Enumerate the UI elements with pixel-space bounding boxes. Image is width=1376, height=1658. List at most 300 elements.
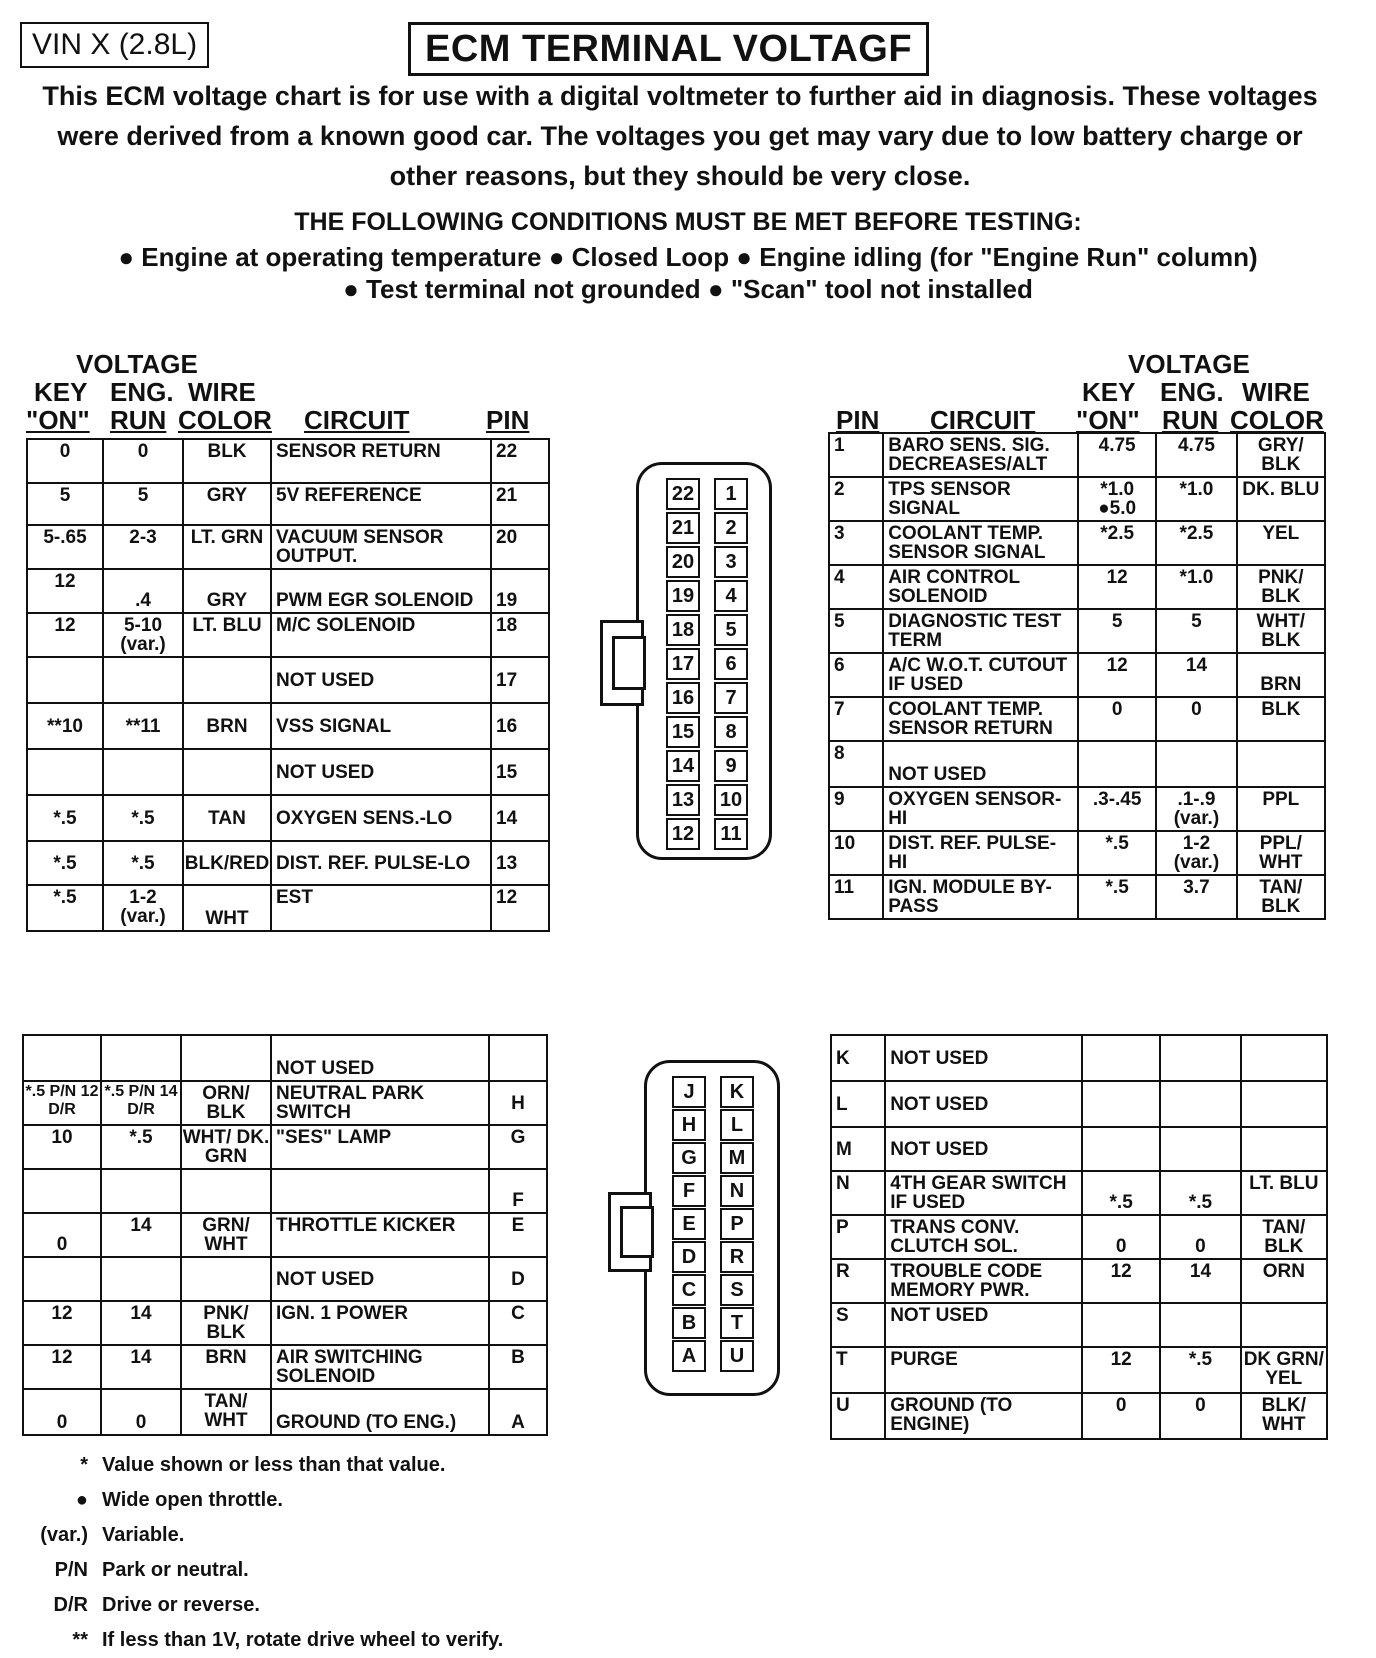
eng-run-cell: 5 (103, 483, 183, 525)
eng-run-cell: 14 (1160, 1259, 1240, 1303)
circuit-cell: A/C W.O.T. CUTOUT IF USED (883, 653, 1078, 697)
eng-run-cell: *1.0 (1156, 477, 1236, 521)
right-color-header: COLOR (1230, 405, 1324, 435)
table-row (831, 1171, 1327, 1215)
key-on-cell: *1.0 ●5.0 (1078, 477, 1156, 521)
key-on-cell: 0 (27, 439, 103, 483)
pin-cell: 10 (829, 831, 883, 875)
wire-color-cell: LT. BLU (183, 613, 271, 657)
connector-pin: S (720, 1274, 754, 1306)
pin-cell: K (831, 1035, 885, 1081)
pin-cell: 11 (829, 875, 883, 919)
table-row (27, 525, 549, 569)
wire-color-cell (183, 749, 271, 795)
key-on-cell (23, 1169, 101, 1213)
table-row (831, 1035, 1327, 1081)
connector-pin: F (672, 1175, 706, 1207)
legend-item (14, 1483, 503, 1518)
intro-text (20, 76, 1340, 196)
circuit-cell: IGN. 1 POWER (271, 1301, 489, 1345)
pin-cell: N (831, 1171, 885, 1215)
key-on-cell: 12 (27, 613, 103, 657)
table-row (27, 657, 549, 703)
circuit-cell (271, 1169, 489, 1213)
pin-cell: 22 (491, 439, 549, 483)
pin-cell: C (489, 1301, 547, 1345)
connector-pin: D (672, 1241, 706, 1273)
pin-cell: 9 (829, 787, 883, 831)
circuit-cell: NOT USED (885, 1035, 1082, 1081)
pin-cell: D (489, 1257, 547, 1301)
key-on-cell: 0 (23, 1389, 101, 1435)
connector-pin: 22 (666, 478, 700, 510)
eng-run-cell: 5-10 (var.) (103, 613, 183, 657)
eng-run-cell: .4 (103, 569, 183, 613)
table-row (829, 875, 1325, 919)
wire-color-cell: PNK/ BLK (1237, 565, 1325, 609)
key-on-cell: .3-.45 (1078, 787, 1156, 831)
eng-run-cell: 2-3 (103, 525, 183, 569)
eng-run-cell (1160, 1035, 1240, 1081)
legend-text: Value shown or less than that value. (102, 1454, 446, 1476)
pin-cell: F (489, 1169, 547, 1213)
key-on-cell: 12 (23, 1301, 101, 1345)
wire-color-cell (1241, 1303, 1327, 1347)
connector-pin: G (672, 1142, 706, 1174)
table-row (829, 831, 1325, 875)
key-on-cell (23, 1035, 101, 1081)
right-bottom-voltage-table (830, 1034, 1328, 1440)
connector-pin: 10 (714, 784, 748, 816)
connector-pin: N (720, 1175, 754, 1207)
right-key-header: KEY (1082, 377, 1136, 407)
legend-item (14, 1553, 503, 1588)
table-row (829, 697, 1325, 741)
pin-cell: 17 (491, 657, 549, 703)
pin-cell: B (489, 1345, 547, 1389)
eng-run-cell: 0 (1156, 697, 1236, 741)
pin-cell: E (489, 1213, 547, 1257)
connector-pin: 20 (666, 546, 700, 578)
eng-run-cell: 0 (1160, 1393, 1240, 1439)
connector-pin: 2 (714, 512, 748, 544)
table-row (829, 787, 1325, 831)
pin-cell: 6 (829, 653, 883, 697)
intro-line-3: other reasons, but they should be very close. (389, 161, 971, 191)
pin-cell: 13 (491, 841, 549, 885)
table-row (831, 1215, 1327, 1259)
pin-cell: 8 (829, 741, 883, 787)
connector-pin: K (720, 1076, 754, 1108)
left-bottom-voltage-table (22, 1034, 548, 1436)
legend-text: Drive or reverse. (102, 1594, 260, 1616)
connector-pin: A (672, 1340, 706, 1372)
connector-pin: 17 (666, 648, 700, 680)
wire-color-cell: GRY (183, 569, 271, 613)
legend-symbol: D/R (53, 1594, 88, 1616)
connector-pin: 14 (666, 750, 700, 782)
circuit-cell: DIST. REF. PULSE-LO (271, 841, 491, 885)
table-row (831, 1393, 1327, 1439)
wire-color-cell: LT. BLU (1241, 1171, 1327, 1215)
wire-color-cell: BLK/ WHT (1241, 1393, 1327, 1439)
wire-color-cell: PPL (1237, 787, 1325, 831)
pin-cell: 1 (829, 433, 883, 477)
eng-run-cell: 3.7 (1156, 875, 1236, 919)
connector-tab-inner (612, 636, 646, 690)
wire-color-cell: PPL/ WHT (1237, 831, 1325, 875)
vin-label: VIN X (2.8L) (20, 22, 209, 68)
wire-color-cell: BRN (183, 703, 271, 749)
table-row (831, 1127, 1327, 1171)
eng-run-cell: **11 (103, 703, 183, 749)
right-pin-header: PIN (836, 405, 880, 435)
left-run-header: RUN (110, 405, 167, 435)
circuit-cell: NOT USED (271, 1257, 489, 1301)
circuit-cell: NOT USED (271, 749, 491, 795)
connector-pin: B (672, 1307, 706, 1339)
table-row (829, 565, 1325, 609)
legend-symbol: * (80, 1454, 88, 1476)
connector-pin: 16 (666, 682, 700, 714)
key-on-cell: 0 (1082, 1215, 1160, 1259)
circuit-cell: GROUND (TO ENG.) (271, 1389, 489, 1435)
key-on-cell (1078, 741, 1156, 787)
circuit-cell: COOLANT TEMP. SENSOR SIGNAL (883, 521, 1078, 565)
pin-cell: R (831, 1259, 885, 1303)
key-on-cell: **10 (27, 703, 103, 749)
key-on-cell: 5 (1078, 609, 1156, 653)
circuit-cell: COOLANT TEMP. SENSOR RETURN (883, 697, 1078, 741)
pin-cell: 19 (491, 569, 549, 613)
table-row (23, 1035, 547, 1081)
circuit-cell: DIST. REF. PULSE-HI (883, 831, 1078, 875)
circuit-cell: TROUBLE CODE MEMORY PWR. (885, 1259, 1082, 1303)
circuit-cell: NOT USED (271, 1035, 489, 1081)
circuit-cell: PWM EGR SOLENOID (271, 569, 491, 613)
circuit-cell: IGN. MODULE BY-PASS (883, 875, 1078, 919)
wire-color-cell: LT. GRN (183, 525, 271, 569)
table-row (831, 1259, 1327, 1303)
legend-text: If less than 1V, rotate drive wheel to verify. (102, 1629, 504, 1651)
connector-pin: 5 (714, 614, 748, 646)
pin-cell: 21 (491, 483, 549, 525)
table-row (23, 1213, 547, 1257)
connector-pin: 6 (714, 648, 748, 680)
key-on-cell: 0 (1078, 697, 1156, 741)
connector-pin: P (720, 1208, 754, 1240)
eng-run-cell: 0 (103, 439, 183, 483)
intro-line-2: were derived from a known good car. The voltages you get may vary due to low battery charge or (57, 121, 1303, 151)
eng-run-cell: *.5 (103, 841, 183, 885)
table-row (27, 703, 549, 749)
table-row (27, 885, 549, 931)
key-on-cell (27, 749, 103, 795)
circuit-cell: 5V REFERENCE (271, 483, 491, 525)
table-row (27, 795, 549, 841)
wire-color-cell: TAN/ BLK (1241, 1215, 1327, 1259)
key-on-cell: *.5 (27, 841, 103, 885)
table-row (23, 1081, 547, 1125)
pin-cell: 14 (491, 795, 549, 841)
conditions-heading: THE FOLLOWING CONDITIONS MUST BE MET BEFORE TESTING: (294, 208, 1082, 236)
circuit-cell: 4TH GEAR SWITCH IF USED (885, 1171, 1082, 1215)
key-on-cell: 12 (23, 1345, 101, 1389)
wire-color-cell (181, 1035, 271, 1081)
circuit-cell: DIAGNOSTIC TEST TERM (883, 609, 1078, 653)
key-on-cell: 0 (23, 1213, 101, 1257)
eng-run-cell: 14 (101, 1213, 181, 1257)
connector-pin: 12 (666, 818, 700, 850)
connector-pin: 3 (714, 546, 748, 578)
pin-cell: 15 (491, 749, 549, 795)
eng-run-cell: *1.0 (1156, 565, 1236, 609)
key-on-cell: 12 (1082, 1259, 1160, 1303)
eng-run-cell (1160, 1081, 1240, 1127)
key-on-cell (1082, 1035, 1160, 1081)
connector-pin: U (720, 1340, 754, 1372)
eng-run-cell: 0 (1160, 1215, 1240, 1259)
table-row (23, 1389, 547, 1435)
key-on-cell: 0 (1082, 1393, 1160, 1439)
connector-pin: T (720, 1307, 754, 1339)
circuit-cell: SENSOR RETURN (271, 439, 491, 483)
table-row (27, 749, 549, 795)
eng-run-cell: 14 (101, 1301, 181, 1345)
connector-pin: M (720, 1142, 754, 1174)
wire-color-cell: TAN/ WHT (181, 1389, 271, 1435)
pin-cell: T (831, 1347, 885, 1393)
eng-run-cell (101, 1257, 181, 1301)
eng-run-cell: 4.75 (1156, 433, 1236, 477)
table-row (27, 613, 549, 657)
circuit-cell: NOT USED (885, 1081, 1082, 1127)
wire-color-cell: DK. BLU (1237, 477, 1325, 521)
circuit-cell: NOT USED (271, 657, 491, 703)
wire-color-cell: GRY/ BLK (1237, 433, 1325, 477)
pin-cell: G (489, 1125, 547, 1169)
left-color-header: COLOR (178, 405, 272, 435)
pin-cell: M (831, 1127, 885, 1171)
circuit-cell: M/C SOLENOID (271, 613, 491, 657)
circuit-cell: THROTTLE KICKER (271, 1213, 489, 1257)
circuit-cell: "SES" LAMP (271, 1125, 489, 1169)
connector-tab-inner (620, 1206, 654, 1258)
pin-cell: H (489, 1081, 547, 1125)
eng-run-cell: *.5 (103, 795, 183, 841)
connector-pin: C (672, 1274, 706, 1306)
right-wire-header: WIRE (1242, 377, 1310, 407)
right-voltage-header: VOLTAGE (1128, 349, 1250, 379)
page-title: ECM TERMINAL VOLTAGF (408, 22, 929, 76)
pin-cell: U (831, 1393, 885, 1439)
key-on-cell (1082, 1127, 1160, 1171)
table-row (829, 433, 1325, 477)
connector-body (636, 462, 772, 860)
left-wire-header: WIRE (188, 377, 256, 407)
conditions-line-2: ● Test terminal not grounded ● "Scan" tool not installed (343, 274, 1033, 304)
circuit-cell: OXYGEN SENSOR-HI (883, 787, 1078, 831)
connector-pin: 1 (714, 478, 748, 510)
wire-color-cell (1237, 741, 1325, 787)
pin-cell: 20 (491, 525, 549, 569)
circuit-cell: BARO SENS. SIG. DECREASES/ALT (883, 433, 1078, 477)
legend-symbol: ● (75, 1489, 88, 1511)
table-row (829, 741, 1325, 787)
wire-color-cell: ORN/ BLK (181, 1081, 271, 1125)
wire-color-cell: GRN/ WHT (181, 1213, 271, 1257)
eng-run-cell: *2.5 (1156, 521, 1236, 565)
wire-color-cell: BLK/RED (183, 841, 271, 885)
pin-cell: P (831, 1215, 885, 1259)
table-row (829, 477, 1325, 521)
key-on-cell (27, 657, 103, 703)
left-pin-header: PIN (486, 405, 530, 435)
pin-cell: L (831, 1081, 885, 1127)
eng-run-cell: *.5 (1160, 1347, 1240, 1393)
key-on-cell: *.5 (1078, 875, 1156, 919)
wire-color-cell: BRN (181, 1345, 271, 1389)
pin-cell: A (489, 1389, 547, 1435)
left-circuit-header: CIRCUIT (304, 405, 410, 435)
circuit-cell: AIR SWITCHING SOLENOID (271, 1345, 489, 1389)
table-row (27, 439, 549, 483)
wire-color-cell: PNK/ BLK (181, 1301, 271, 1345)
eng-run-cell (101, 1035, 181, 1081)
circuit-cell: NOT USED (885, 1303, 1082, 1347)
key-on-cell: 12 (1078, 565, 1156, 609)
connector-pin: 18 (666, 614, 700, 646)
pin-cell: 2 (829, 477, 883, 521)
circuit-cell: EST (271, 885, 491, 931)
eng-run-cell: 14 (1156, 653, 1236, 697)
table-row (829, 653, 1325, 697)
key-on-cell: *.5 (27, 885, 103, 931)
connector-pin: 8 (714, 716, 748, 748)
right-top-voltage-table (828, 432, 1326, 920)
eng-run-cell (103, 657, 183, 703)
connector-pin: 9 (714, 750, 748, 782)
connector-pin: 11 (714, 818, 748, 850)
wire-color-cell: DK GRN/ YEL (1241, 1347, 1327, 1393)
legend-symbol: P/N (54, 1559, 88, 1581)
intro-line-1: This ECM voltage chart is for use with a digital voltmeter to further aid in diagnosis. These voltages (42, 81, 1318, 111)
wire-color-cell: WHT/ DK. GRN (182, 1127, 270, 1167)
pin-cell: 4 (829, 565, 883, 609)
key-on-cell (1082, 1081, 1160, 1127)
wire-color-cell: TAN/ BLK (1237, 875, 1325, 919)
left-eng-header: ENG. (110, 377, 174, 407)
circuit-cell: TPS SENSOR SIGNAL (883, 477, 1078, 521)
key-on-cell: 5 (27, 483, 103, 525)
wire-color-cell (181, 1257, 271, 1301)
legend-item (14, 1588, 503, 1623)
key-on-cell: 5-.65 (27, 525, 103, 569)
wire-color-cell: WHT/ BLK (1237, 609, 1325, 653)
connector-pin: 7 (714, 682, 748, 714)
wire-color-cell: ORN (1241, 1259, 1327, 1303)
wire-color-cell: BRN (1237, 653, 1325, 697)
key-on-cell: 12 (1078, 653, 1156, 697)
wire-color-cell (1241, 1035, 1327, 1081)
right-circuit-header: CIRCUIT (930, 405, 1036, 435)
eng-run-cell (1156, 741, 1236, 787)
table-row (831, 1347, 1327, 1393)
wire-color-cell: BLK (1237, 697, 1325, 741)
key-on-cell: *.5 P/N 12 D/R (23, 1081, 101, 1125)
pin-cell: 12 (491, 885, 549, 931)
wire-color-cell: TAN (183, 795, 271, 841)
table-row (829, 609, 1325, 653)
eng-run-cell (103, 749, 183, 795)
pin-cell: 16 (491, 703, 549, 749)
wire-color-cell: WHT (183, 885, 271, 931)
right-on-header: "ON" (1076, 405, 1140, 435)
circuit-cell: TRANS CONV. CLUTCH SOL. (885, 1215, 1082, 1259)
right-eng-header: ENG. (1160, 377, 1224, 407)
key-on-cell: 4.75 (1078, 433, 1156, 477)
connector-pin: 15 (666, 716, 700, 748)
wire-color-cell (181, 1169, 271, 1213)
eng-run-cell: .1-.9 (var.) (1156, 787, 1236, 831)
eng-run-cell (1160, 1303, 1240, 1347)
circuit-cell: VACUUM SENSOR OUTPUT. (271, 525, 491, 569)
connector-pin: 21 (666, 512, 700, 544)
eng-run-cell: 5 (1156, 609, 1236, 653)
table-row (831, 1303, 1327, 1347)
table-row (23, 1257, 547, 1301)
circuit-cell: NOT USED (883, 741, 1078, 787)
table-row (23, 1301, 547, 1345)
legend-symbol: ** (72, 1629, 88, 1651)
left-on-header: "ON" (26, 405, 90, 435)
eng-run-cell: 1-2 (var.) (1156, 831, 1236, 875)
wire-color-cell: YEL (1237, 521, 1325, 565)
table-row (23, 1345, 547, 1389)
key-on-cell: *.5 (1078, 831, 1156, 875)
conditions-line-1: ● Engine at operating temperature ● Closed Loop ● Engine idling (for "Engine Run" column) (118, 242, 1258, 272)
wire-color-cell: BLK (183, 439, 271, 483)
eng-run-cell: 14 (101, 1345, 181, 1389)
connector-pin: H (672, 1109, 706, 1141)
key-on-cell: 10 (23, 1125, 101, 1169)
legend-item (14, 1518, 503, 1553)
left-top-voltage-table (26, 438, 550, 932)
pin-cell: 18 (491, 613, 549, 657)
pin-cell: 3 (829, 521, 883, 565)
key-on-cell: *.5 (27, 795, 103, 841)
key-on-cell (1082, 1303, 1160, 1347)
table-row (27, 483, 549, 525)
connector-pin: E (672, 1208, 706, 1240)
connector-body (644, 1060, 780, 1396)
connector-pin: 4 (714, 580, 748, 612)
connector-pin: L (720, 1109, 754, 1141)
circuit-cell: OXYGEN SENS.-LO (271, 795, 491, 841)
table-row (23, 1169, 547, 1213)
eng-run-cell: *.5 (1160, 1171, 1240, 1215)
circuit-cell: NOT USED (885, 1127, 1082, 1171)
key-on-cell: 12 (27, 569, 103, 613)
connector-pin: J (672, 1076, 706, 1108)
wire-color-cell (1241, 1127, 1327, 1171)
table-row (27, 569, 549, 613)
eng-run-cell (1160, 1127, 1240, 1171)
circuit-cell: GROUND (TO ENGINE) (885, 1393, 1082, 1439)
circuit-cell: PURGE (885, 1347, 1082, 1393)
circuit-cell: VSS SIGNAL (271, 703, 491, 749)
pin-cell: 7 (829, 697, 883, 741)
